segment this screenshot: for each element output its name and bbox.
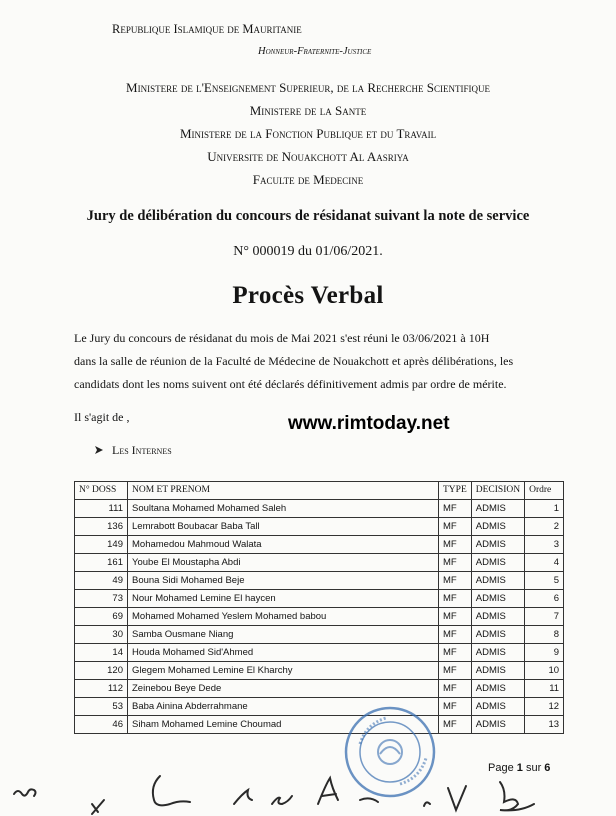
cell-order: 13 [525,716,564,734]
intro-text: Il s'agit de , [74,410,130,424]
cell-decision: ADMIS [471,554,524,572]
cell-name: Zeinebou Beye Dede [128,680,439,698]
site-watermark: www.rimtoday.net [288,413,450,434]
cell-decision: ADMIS [471,662,524,680]
cell-type: MF [439,554,472,572]
cell-decision: ADMIS [471,626,524,644]
cell-decision: ADMIS [471,500,524,518]
results-table [74,481,564,734]
cell-order: 1 [525,500,564,518]
cell-order: 2 [525,518,564,536]
cell-type: MF [439,536,472,554]
document-title: Procès Verbal [232,282,384,309]
cell-decision: ADMIS [471,518,524,536]
table-row [75,698,564,716]
cell-doss: 73 [75,590,128,608]
section-title: Les Internes [112,443,172,457]
paragraph-line: Le Jury du concours de résidanat du mois de Mai 2021 s'est réuni le 03/06/2021 à 10H [74,331,490,345]
cell-doss: 161 [75,554,128,572]
cell-order: 8 [525,626,564,644]
table-row [75,554,564,572]
table-row [75,572,564,590]
cell-type: MF [439,644,472,662]
jury-heading: Jury de délibération du concours de résidanat suivant la note de service [86,208,530,224]
cell-name: Bouna Sidi Mohamed Beje [128,572,439,590]
cell-doss: 111 [75,500,128,518]
cell-doss: 69 [75,608,128,626]
col-header-doss: N° DOSS [75,482,128,500]
cell-name: Yoube El Moustapha Abdi [128,554,439,572]
cell-type: MF [439,680,472,698]
table-row [75,644,564,662]
cell-order: 4 [525,554,564,572]
table-header-row [75,482,564,500]
signatures [0,760,616,816]
paragraph-line: dans la salle de réunion de la Faculté de Médecine de Nouakchott et après délibérations, les [74,354,514,368]
table-row [75,626,564,644]
cell-doss: 49 [75,572,128,590]
cell-type: MF [439,608,472,626]
cell-name: Mohamedou Mahmoud Walata [128,536,439,554]
col-header-type: TYPE [439,482,472,500]
faculty-line: Faculte de Medecine [252,172,364,187]
cell-order: 9 [525,644,564,662]
cell-doss: 46 [75,716,128,734]
note-number: N° 000019 du 01/06/2021. [233,244,383,259]
page-sep: sur [525,762,542,774]
col-header-order: Ordre [525,482,564,500]
bullet-arrow-icon [94,445,104,455]
col-header-decision: DECISION [471,482,524,500]
cell-type: MF [439,698,472,716]
table-row [75,500,564,518]
page-current: 1 [516,762,523,774]
ministry-line: Ministere de la Fonction Publique et du Travail [179,126,437,141]
cell-doss: 14 [75,644,128,662]
table-row [75,716,564,734]
table-row [75,536,564,554]
republic-heading: Republique Islamique de Mauritanie [112,22,302,36]
cell-doss: 112 [75,680,128,698]
cell-name: Glegem Mohamed Lemine El Kharchy [128,662,439,680]
cell-doss: 53 [75,698,128,716]
table-row [75,608,564,626]
cell-decision: ADMIS [471,644,524,662]
cell-decision: ADMIS [471,590,524,608]
cell-name: Lemrabott Boubacar Baba Tall [128,518,439,536]
table-row [75,518,564,536]
cell-decision: ADMIS [471,698,524,716]
cell-order: 6 [525,590,564,608]
cell-order: 12 [525,698,564,716]
cell-decision: ADMIS [471,572,524,590]
cell-name: Nour Mohamed Lemine El haycen [128,590,439,608]
cell-type: MF [439,626,472,644]
cell-name: Baba Ainina Abderrahmane [128,698,439,716]
cell-doss: 136 [75,518,128,536]
cell-decision: ADMIS [471,536,524,554]
cell-doss: 149 [75,536,128,554]
cell-order: 3 [525,536,564,554]
ministry-line: Ministere de la Sante [249,103,367,118]
cell-decision: ADMIS [471,680,524,698]
cell-decision: ADMIS [471,608,524,626]
cell-order: 11 [525,680,564,698]
cell-name: Houda Mohamed Sid'Ahmed [128,644,439,662]
cell-doss: 30 [75,626,128,644]
cell-type: MF [439,518,472,536]
cell-order: 5 [525,572,564,590]
page-prefix: Page [488,762,514,774]
national-motto: Honneur-Fraternite-Justice [258,46,372,57]
cell-name: Samba Ousmane Niang [128,626,439,644]
cell-type: MF [439,716,472,734]
cell-decision: ADMIS [471,716,524,734]
cell-doss: 120 [75,662,128,680]
page-total: 6 [544,762,551,774]
university-line: Universite de Nouakchott Al Aasriya [207,149,409,164]
cell-order: 7 [525,608,564,626]
minutes-paragraph [74,327,562,396]
col-header-name: NOM ET PRENOM [128,482,439,500]
table-row [75,662,564,680]
cell-type: MF [439,572,472,590]
cell-type: MF [439,590,472,608]
table-row [75,680,564,698]
ministry-line: Ministere de l'Enseignement Superieur, de la Recherche Scientifique [126,80,490,95]
table-row [75,590,564,608]
cell-type: MF [439,500,472,518]
paragraph-line: candidats dont les noms suivent ont été déclarés définitivement admis par ordre de mérite. [74,377,507,391]
cell-type: MF [439,662,472,680]
cell-name: Soultana Mohamed Mohamed Saleh [128,500,439,518]
cell-order: 10 [525,662,564,680]
cell-name: Siham Mohamed Lemine Choumad [128,716,439,734]
cell-name: Mohamed Mohamed Yeslem Mohamed babou [128,608,439,626]
